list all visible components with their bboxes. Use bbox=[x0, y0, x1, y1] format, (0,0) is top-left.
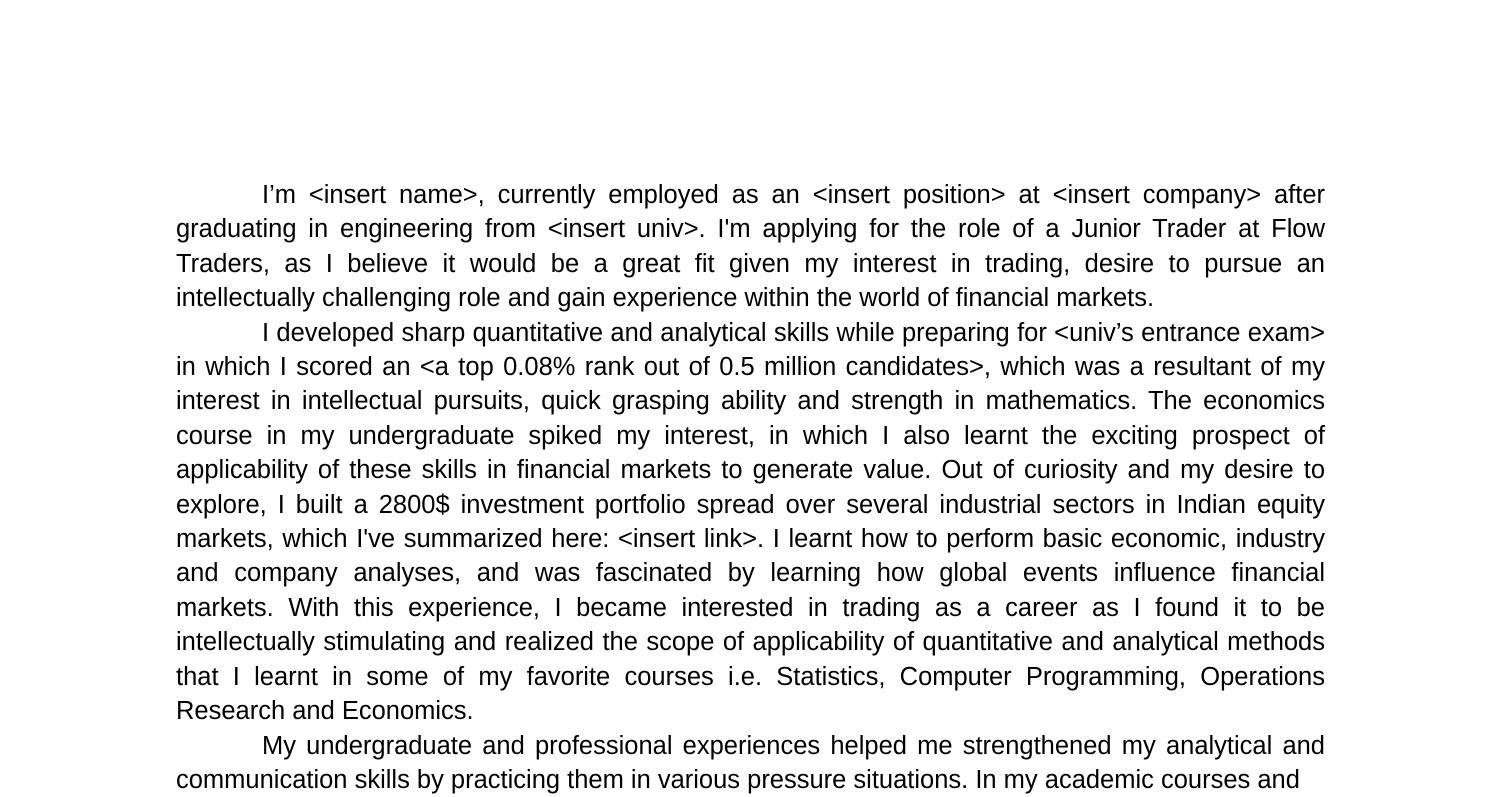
paragraph-3: My undergraduate and professional experiences helped me strengthened my analytical and communication skills by practicing them in various pressure situations. In my academic courses and bbox=[176, 729, 1325, 797]
document-text-body bbox=[176, 178, 1325, 797]
paragraph-1: I’m <insert name>, currently employed as an <insert position> at <insert company> after graduating in engineering from <insert univ>. I'm applying for the role of a Junior Trader at Flow Traders, as I believe it would be a great fit given my interest in trading, desire to pursue an intellectually challenging role and gain experience within the world of financial markets. bbox=[176, 178, 1325, 316]
paragraph-2: I developed sharp quantitative and analytical skills while preparing for <univ’s entrance exam> in which I scored an <a top 0.08% rank out of 0.5 million candidates>, which was a resultant of my interest in intellectual pursuits, quick grasping ability and strength in mathematics. The economics course in my undergraduate spiked my interest, in which I also learnt the exciting prospect of applicability of these skills in financial markets to generate value. Out of curiosity and my desire to explore, I built a 2800$ investment portfolio spread over several industrial sectors in Indian equity markets, which I've summarized here: <insert link>. I learnt how to perform basic economic, industry and company analyses, and was fascinated by learning how global events influence financial markets. With this experience, I became interested in trading as a career as I found it to be intellectually stimulating and realized the scope of applicability of quantitative and analytical methods that I learnt in some of my favorite courses i.e. Statistics, Computer Programming, Operations Research and Economics. bbox=[176, 316, 1325, 729]
